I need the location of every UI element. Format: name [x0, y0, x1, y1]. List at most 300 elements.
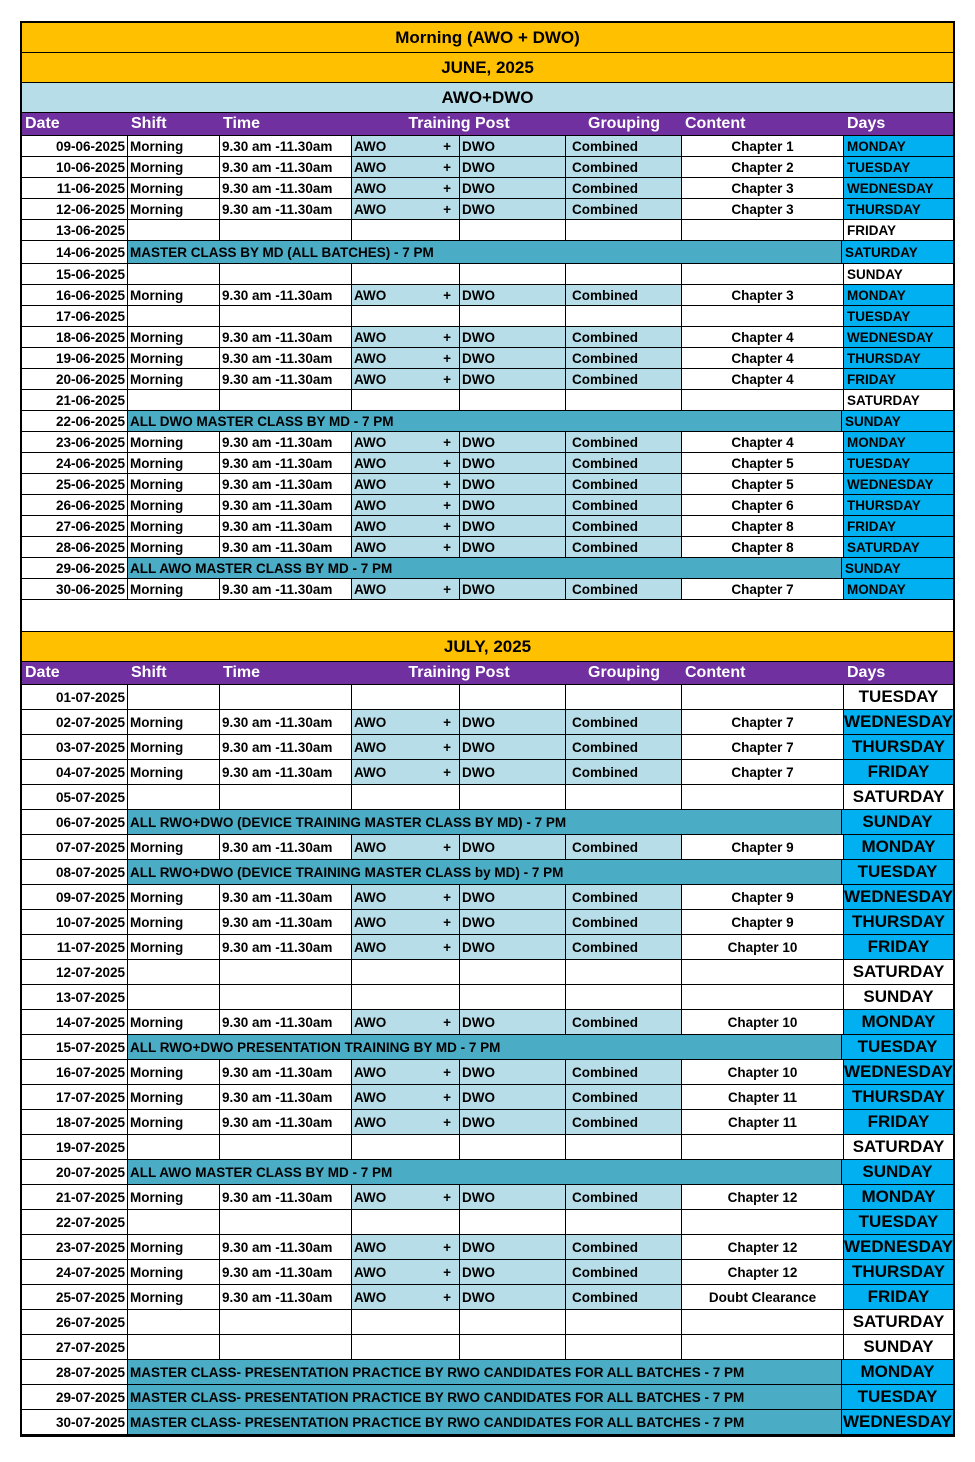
day-cell: SATURDAY — [844, 1135, 953, 1159]
schedule-row — [22, 1310, 953, 1335]
day-cell: SATURDAY — [842, 241, 953, 263]
awo-label: AWO — [354, 889, 387, 905]
schedule-row — [22, 885, 953, 910]
schedule-row — [22, 1335, 953, 1360]
content-cell: Chapter 4 — [682, 348, 844, 368]
plus-sign: + — [443, 1289, 451, 1305]
shift-cell: Morning — [128, 199, 220, 219]
time-cell — [220, 685, 352, 709]
awo-cell — [352, 785, 460, 809]
column-header-date: Date — [25, 664, 60, 681]
grouping-cell: Combined — [566, 327, 682, 347]
awo-cell — [352, 1310, 460, 1334]
dwo-cell — [460, 390, 566, 410]
schedule-row — [22, 579, 953, 600]
master-class-cell: ALL RWO+DWO PRESENTATION TRAINING BY MD - 7 PM — [128, 1035, 842, 1059]
awo-cell — [352, 1335, 460, 1359]
grouping-cell: Combined — [566, 1060, 682, 1084]
content-cell: Chapter 10 — [682, 1010, 844, 1034]
batch-group-label: AWO+DWO — [22, 83, 953, 113]
time-cell — [220, 390, 352, 410]
dwo-cell: DWO — [460, 495, 566, 515]
dwo-cell — [460, 785, 566, 809]
date-cell: 30-07-2025 — [22, 1410, 128, 1434]
awo-label: AWO — [354, 1089, 387, 1105]
day-cell: MONDAY — [844, 432, 953, 452]
day-cell: WEDNESDAY — [844, 1235, 953, 1259]
content-cell — [682, 1335, 844, 1359]
awo-label: AWO — [354, 497, 387, 513]
day-cell: TUESDAY — [842, 1385, 953, 1409]
dwo-cell: DWO — [460, 835, 566, 859]
day-cell: SATURDAY — [844, 1310, 953, 1334]
grouping-cell: Combined — [566, 1085, 682, 1109]
content-cell — [682, 1135, 844, 1159]
time-cell: 9.30 am -11.30am — [220, 1235, 352, 1259]
schedule-row — [22, 285, 953, 306]
awo-label: AWO — [354, 1189, 387, 1205]
day-cell: TUESDAY — [844, 157, 953, 177]
day-cell: THURSDAY — [844, 1260, 953, 1284]
awo-cell — [352, 453, 460, 473]
date-cell: 24-06-2025 — [22, 453, 128, 473]
master-class-cell: ALL AWO MASTER CLASS BY MD - 7 PM — [128, 558, 842, 578]
day-cell: SATURDAY — [844, 960, 953, 984]
master-class-cell: ALL RWO+DWO (DEVICE TRAINING MASTER CLASS by MD) - 7 PM — [128, 860, 842, 884]
schedule-row — [22, 810, 953, 835]
dwo-cell — [460, 220, 566, 240]
schedule-row — [22, 760, 953, 785]
awo-cell — [352, 199, 460, 219]
awo-label: AWO — [354, 939, 387, 955]
july-column-header-row — [22, 662, 953, 685]
dwo-cell: DWO — [460, 579, 566, 599]
date-cell: 18-07-2025 — [22, 1110, 128, 1134]
date-cell: 30-06-2025 — [22, 579, 128, 599]
awo-label: AWO — [354, 764, 387, 780]
grouping-cell — [566, 960, 682, 984]
day-cell: FRIDAY — [844, 935, 953, 959]
grouping-cell — [566, 390, 682, 410]
time-cell: 9.30 am -11.30am — [220, 710, 352, 734]
grouping-cell — [566, 785, 682, 809]
plus-sign: + — [443, 839, 451, 855]
grouping-cell: Combined — [566, 369, 682, 389]
date-cell: 19-06-2025 — [22, 348, 128, 368]
dwo-cell: DWO — [460, 1285, 566, 1309]
dwo-cell — [460, 1335, 566, 1359]
date-cell: 21-07-2025 — [22, 1185, 128, 1209]
time-cell: 9.30 am -11.30am — [220, 369, 352, 389]
day-cell: MONDAY — [844, 579, 953, 599]
date-cell: 19-07-2025 — [22, 1135, 128, 1159]
date-cell: 11-07-2025 — [22, 935, 128, 959]
day-cell: WEDNESDAY — [844, 178, 953, 198]
date-cell: 09-06-2025 — [22, 136, 128, 156]
date-cell: 18-06-2025 — [22, 327, 128, 347]
dwo-cell: DWO — [460, 432, 566, 452]
content-cell: Chapter 11 — [682, 1085, 844, 1109]
time-cell: 9.30 am -11.30am — [220, 910, 352, 934]
date-cell: 03-07-2025 — [22, 735, 128, 759]
awo-label: AWO — [354, 371, 387, 387]
awo-label: AWO — [354, 329, 387, 345]
shift-cell: Morning — [128, 369, 220, 389]
day-cell: SUNDAY — [842, 558, 953, 578]
day-cell: WEDNESDAY — [844, 710, 953, 734]
awo-label: AWO — [354, 287, 387, 303]
shift-cell: Morning — [128, 157, 220, 177]
day-cell: FRIDAY — [844, 220, 953, 240]
dwo-cell — [460, 1135, 566, 1159]
date-cell: 11-06-2025 — [22, 178, 128, 198]
dwo-cell: DWO — [460, 516, 566, 536]
shift-cell: Morning — [128, 537, 220, 557]
day-cell: TUESDAY — [844, 1210, 953, 1234]
date-cell: 25-06-2025 — [22, 474, 128, 494]
awo-cell — [352, 1135, 460, 1159]
dwo-cell — [460, 985, 566, 1009]
plus-sign: + — [443, 1114, 451, 1130]
june-schedule-body — [22, 136, 953, 600]
day-cell: THURSDAY — [844, 348, 953, 368]
schedule-row — [22, 264, 953, 285]
date-cell: 29-07-2025 — [22, 1385, 128, 1409]
column-header-grouping: Grouping — [588, 115, 660, 132]
date-cell: 10-06-2025 — [22, 157, 128, 177]
schedule-row — [22, 1035, 953, 1060]
grouping-cell: Combined — [566, 735, 682, 759]
awo-cell — [352, 685, 460, 709]
day-cell: WEDNESDAY — [844, 327, 953, 347]
awo-label: AWO — [354, 1064, 387, 1080]
dwo-cell: DWO — [460, 1085, 566, 1109]
dwo-cell: DWO — [460, 760, 566, 784]
shift-cell — [128, 306, 220, 326]
column-header-grouping: Grouping — [588, 664, 660, 681]
schedule-row — [22, 860, 953, 885]
schedule-row — [22, 935, 953, 960]
column-header-date: Date — [25, 115, 60, 132]
grouping-cell: Combined — [566, 1010, 682, 1034]
dwo-cell: DWO — [460, 537, 566, 557]
shift-cell: Morning — [128, 579, 220, 599]
date-cell: 29-06-2025 — [22, 558, 128, 578]
awo-cell — [352, 285, 460, 305]
schedule-row — [22, 1385, 953, 1410]
grouping-cell — [566, 985, 682, 1009]
content-cell: Chapter 5 — [682, 474, 844, 494]
shift-cell — [128, 1310, 220, 1334]
content-cell: Chapter 9 — [682, 835, 844, 859]
day-cell: MONDAY — [844, 136, 953, 156]
day-cell: TUESDAY — [842, 860, 953, 884]
date-cell: 22-06-2025 — [22, 411, 128, 431]
awo-cell — [352, 369, 460, 389]
day-cell: THURSDAY — [844, 495, 953, 515]
date-cell: 14-07-2025 — [22, 1010, 128, 1034]
awo-cell — [352, 306, 460, 326]
date-cell: 23-07-2025 — [22, 1235, 128, 1259]
awo-label: AWO — [354, 914, 387, 930]
shift-cell: Morning — [128, 1260, 220, 1284]
awo-cell — [352, 178, 460, 198]
schedule-row — [22, 1135, 953, 1160]
schedule-row — [22, 1210, 953, 1235]
awo-label: AWO — [354, 350, 387, 366]
day-cell: SATURDAY — [844, 537, 953, 557]
content-cell: Chapter 3 — [682, 199, 844, 219]
date-cell: 17-07-2025 — [22, 1085, 128, 1109]
content-cell: Chapter 7 — [682, 710, 844, 734]
schedule-row — [22, 516, 953, 537]
column-header-training-post: Training Post — [408, 115, 510, 132]
awo-label: AWO — [354, 581, 387, 597]
column-header-days: Days — [847, 664, 886, 681]
schedule-row — [22, 432, 953, 453]
content-cell: Chapter 10 — [682, 1060, 844, 1084]
grouping-cell: Combined — [566, 1235, 682, 1259]
master-class-cell: MASTER CLASS- PRESENTATION PRACTICE BY RWO CANDIDATES FOR ALL BATCHES - 7 PM — [128, 1360, 842, 1384]
shift-cell — [128, 785, 220, 809]
content-cell: Chapter 12 — [682, 1260, 844, 1284]
time-cell — [220, 1335, 352, 1359]
grouping-cell — [566, 264, 682, 284]
shift-cell: Morning — [128, 1185, 220, 1209]
july-schedule-body — [22, 685, 953, 1435]
plus-sign: + — [443, 1089, 451, 1105]
plus-sign: + — [443, 581, 451, 597]
time-cell: 9.30 am -11.30am — [220, 735, 352, 759]
time-cell — [220, 785, 352, 809]
plus-sign: + — [443, 371, 451, 387]
dwo-cell — [460, 264, 566, 284]
date-cell: 28-06-2025 — [22, 537, 128, 557]
day-cell: MONDAY — [844, 1010, 953, 1034]
time-cell: 9.30 am -11.30am — [220, 1185, 352, 1209]
shift-cell: Morning — [128, 760, 220, 784]
date-cell: 22-07-2025 — [22, 1210, 128, 1234]
awo-label: AWO — [354, 539, 387, 555]
shift-cell — [128, 985, 220, 1009]
date-cell: 26-07-2025 — [22, 1310, 128, 1334]
time-cell: 9.30 am -11.30am — [220, 579, 352, 599]
grouping-cell: Combined — [566, 157, 682, 177]
plus-sign: + — [443, 764, 451, 780]
awo-cell — [352, 985, 460, 1009]
grouping-cell: Combined — [566, 1260, 682, 1284]
section-spacer — [22, 600, 953, 632]
schedule-row — [22, 1185, 953, 1210]
grouping-cell: Combined — [566, 453, 682, 473]
awo-label: AWO — [354, 1114, 387, 1130]
grouping-cell: Combined — [566, 537, 682, 557]
plus-sign: + — [443, 180, 451, 196]
content-cell: Chapter 3 — [682, 178, 844, 198]
time-cell: 9.30 am -11.30am — [220, 136, 352, 156]
dwo-cell: DWO — [460, 453, 566, 473]
content-cell: Chapter 6 — [682, 495, 844, 515]
day-cell: SUNDAY — [842, 810, 953, 834]
time-cell: 9.30 am -11.30am — [220, 178, 352, 198]
shift-cell: Morning — [128, 348, 220, 368]
content-cell: Chapter 9 — [682, 885, 844, 909]
content-cell: Chapter 10 — [682, 935, 844, 959]
awo-cell — [352, 1060, 460, 1084]
content-cell: Chapter 7 — [682, 579, 844, 599]
date-cell: 20-07-2025 — [22, 1160, 128, 1184]
shift-cell: Morning — [128, 1110, 220, 1134]
content-cell — [682, 264, 844, 284]
content-cell — [682, 960, 844, 984]
dwo-cell: DWO — [460, 474, 566, 494]
day-cell: THURSDAY — [844, 1085, 953, 1109]
shift-cell: Morning — [128, 285, 220, 305]
awo-cell — [352, 710, 460, 734]
dwo-cell: DWO — [460, 1185, 566, 1209]
awo-cell — [352, 579, 460, 599]
time-cell — [220, 306, 352, 326]
time-cell: 9.30 am -11.30am — [220, 516, 352, 536]
dwo-cell: DWO — [460, 1060, 566, 1084]
plus-sign: + — [443, 434, 451, 450]
shift-cell: Morning — [128, 453, 220, 473]
content-cell: Chapter 4 — [682, 327, 844, 347]
date-cell: 27-06-2025 — [22, 516, 128, 536]
time-cell: 9.30 am -11.30am — [220, 157, 352, 177]
awo-cell — [352, 537, 460, 557]
grouping-cell: Combined — [566, 910, 682, 934]
date-cell: 16-06-2025 — [22, 285, 128, 305]
day-cell: SATURDAY — [844, 390, 953, 410]
time-cell — [220, 220, 352, 240]
schedule-row — [22, 178, 953, 199]
schedule-row — [22, 1010, 953, 1035]
date-cell: 25-07-2025 — [22, 1285, 128, 1309]
content-cell — [682, 785, 844, 809]
grouping-cell — [566, 220, 682, 240]
shift-cell — [128, 220, 220, 240]
awo-cell — [352, 157, 460, 177]
day-cell: MONDAY — [844, 285, 953, 305]
shift-cell: Morning — [128, 885, 220, 909]
day-cell: FRIDAY — [844, 1285, 953, 1309]
dwo-cell: DWO — [460, 735, 566, 759]
schedule-row — [22, 390, 953, 411]
awo-cell — [352, 1185, 460, 1209]
content-cell — [682, 220, 844, 240]
grouping-cell — [566, 306, 682, 326]
shift-cell: Morning — [128, 735, 220, 759]
date-cell: 09-07-2025 — [22, 885, 128, 909]
awo-label: AWO — [354, 1014, 387, 1030]
master-class-cell: ALL RWO+DWO (DEVICE TRAINING MASTER CLASS BY MD) - 7 PM — [128, 810, 842, 834]
schedule-row — [22, 1110, 953, 1135]
grouping-cell — [566, 1210, 682, 1234]
dwo-cell: DWO — [460, 1010, 566, 1034]
time-cell: 9.30 am -11.30am — [220, 348, 352, 368]
shift-cell: Morning — [128, 516, 220, 536]
plus-sign: + — [443, 739, 451, 755]
date-cell: 24-07-2025 — [22, 1260, 128, 1284]
schedule-row — [22, 348, 953, 369]
date-cell: 17-06-2025 — [22, 306, 128, 326]
awo-cell — [352, 432, 460, 452]
date-cell: 26-06-2025 — [22, 495, 128, 515]
content-cell: Chapter 2 — [682, 157, 844, 177]
awo-cell — [352, 910, 460, 934]
content-cell: Chapter 5 — [682, 453, 844, 473]
grouping-cell: Combined — [566, 760, 682, 784]
schedule-row — [22, 710, 953, 735]
shift-cell: Morning — [128, 910, 220, 934]
date-cell: 07-07-2025 — [22, 835, 128, 859]
schedule-row — [22, 199, 953, 220]
schedule-row — [22, 241, 953, 264]
schedule-row — [22, 960, 953, 985]
grouping-cell: Combined — [566, 516, 682, 536]
day-cell: SUNDAY — [842, 411, 953, 431]
plus-sign: + — [443, 539, 451, 555]
day-cell: WEDNESDAY — [844, 474, 953, 494]
awo-cell — [352, 960, 460, 984]
column-header-shift: Shift — [131, 664, 167, 681]
plus-sign: + — [443, 497, 451, 513]
awo-cell — [352, 1260, 460, 1284]
column-header-days: Days — [847, 115, 886, 132]
day-cell: SUNDAY — [844, 985, 953, 1009]
grouping-cell: Combined — [566, 495, 682, 515]
time-cell: 9.30 am -11.30am — [220, 432, 352, 452]
grouping-cell — [566, 1310, 682, 1334]
content-cell: Chapter 4 — [682, 432, 844, 452]
grouping-cell: Combined — [566, 835, 682, 859]
column-header-training-post: Training Post — [408, 664, 510, 681]
grouping-cell — [566, 1335, 682, 1359]
time-cell: 9.30 am -11.30am — [220, 1110, 352, 1134]
content-cell: Chapter 11 — [682, 1110, 844, 1134]
content-cell — [682, 390, 844, 410]
awo-cell — [352, 1285, 460, 1309]
grouping-cell: Combined — [566, 348, 682, 368]
shift-cell: Morning — [128, 495, 220, 515]
schedule-row — [22, 306, 953, 327]
time-cell: 9.30 am -11.30am — [220, 835, 352, 859]
awo-cell — [352, 735, 460, 759]
schedule-row — [22, 1060, 953, 1085]
schedule-row — [22, 220, 953, 241]
awo-label: AWO — [354, 138, 387, 154]
content-cell: Chapter 8 — [682, 516, 844, 536]
day-cell: WEDNESDAY — [844, 885, 953, 909]
awo-cell — [352, 495, 460, 515]
content-cell: Chapter 7 — [682, 735, 844, 759]
day-cell: MONDAY — [842, 1360, 953, 1384]
awo-label: AWO — [354, 739, 387, 755]
plus-sign: + — [443, 1064, 451, 1080]
awo-label: AWO — [354, 1289, 387, 1305]
awo-cell — [352, 1235, 460, 1259]
time-cell — [220, 1210, 352, 1234]
day-cell: WEDNESDAY — [844, 1060, 953, 1084]
june-column-header-row — [22, 113, 953, 136]
awo-cell — [352, 390, 460, 410]
shift-cell: Morning — [128, 1060, 220, 1084]
shift-cell: Morning — [128, 327, 220, 347]
master-class-cell: MASTER CLASS- PRESENTATION PRACTICE BY RWO CANDIDATES FOR ALL BATCHES - 7 PM — [128, 1385, 842, 1409]
schedule-row — [22, 453, 953, 474]
awo-cell — [352, 935, 460, 959]
